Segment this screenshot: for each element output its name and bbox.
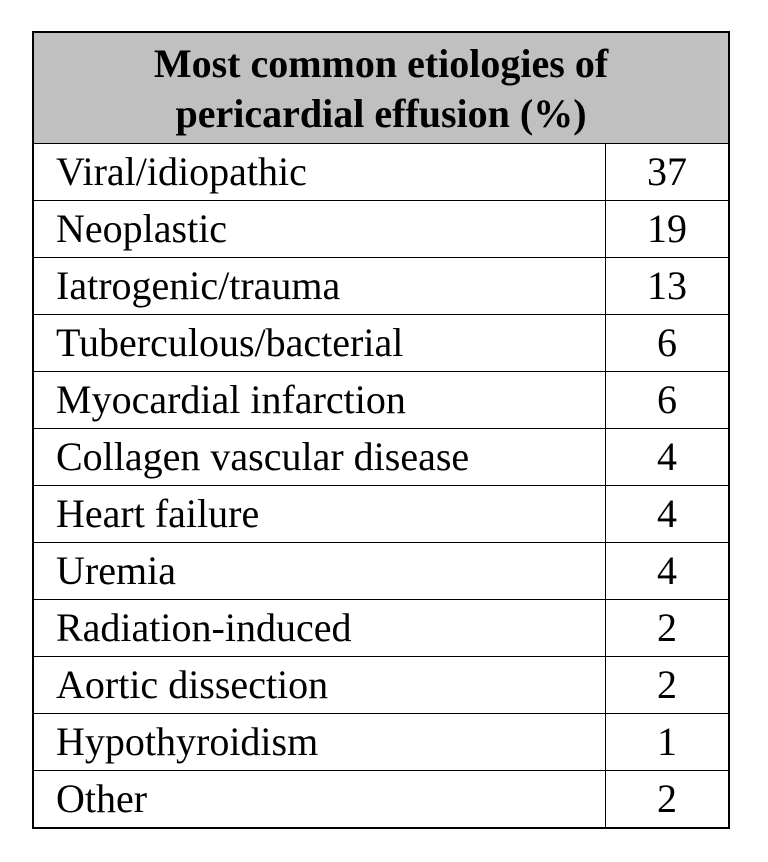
etiology-label: Hypothyroidism xyxy=(33,714,606,771)
etiology-label: Neoplastic xyxy=(33,201,606,258)
etiology-percent: 37 xyxy=(606,144,729,201)
table-row xyxy=(33,771,729,828)
etiology-percent: 4 xyxy=(606,486,729,543)
table-title xyxy=(33,32,729,144)
table-header-row xyxy=(33,32,729,144)
table-row xyxy=(33,714,729,771)
table-row xyxy=(33,657,729,714)
etiology-label: Radiation-induced xyxy=(33,600,606,657)
table-row xyxy=(33,543,729,600)
etiology-label: Viral/idiopathic xyxy=(33,144,606,201)
etiology-percent: 2 xyxy=(606,657,729,714)
table-row xyxy=(33,372,729,429)
table-row xyxy=(33,258,729,315)
etiology-percent: 4 xyxy=(606,429,729,486)
etiology-percent: 6 xyxy=(606,372,729,429)
etiology-percent: 1 xyxy=(606,714,729,771)
etiology-percent: 2 xyxy=(606,600,729,657)
etiology-label: Aortic dissection xyxy=(33,657,606,714)
etiology-percent: 13 xyxy=(606,258,729,315)
etiology-label: Myocardial infarction xyxy=(33,372,606,429)
table-title-line2: pericardial effusion (%) xyxy=(175,91,587,136)
table-title-line1: Most common etiologies of xyxy=(153,41,609,86)
etiology-label: Other xyxy=(33,771,606,828)
table-row xyxy=(33,429,729,486)
etiologies-table xyxy=(32,31,730,829)
etiology-label: Tuberculous/bacterial xyxy=(33,315,606,372)
etiology-percent: 2 xyxy=(606,771,729,828)
etiology-percent: 4 xyxy=(606,543,729,600)
table-row xyxy=(33,201,729,258)
table-row xyxy=(33,600,729,657)
etiology-label: Iatrogenic/trauma xyxy=(33,258,606,315)
table-row xyxy=(33,315,729,372)
etiology-label: Collagen vascular disease xyxy=(33,429,606,486)
etiology-label: Heart failure xyxy=(33,486,606,543)
etiology-percent: 6 xyxy=(606,315,729,372)
etiology-percent: 19 xyxy=(606,201,729,258)
etiology-label: Uremia xyxy=(33,543,606,600)
table-row xyxy=(33,486,729,543)
table-row xyxy=(33,144,729,201)
